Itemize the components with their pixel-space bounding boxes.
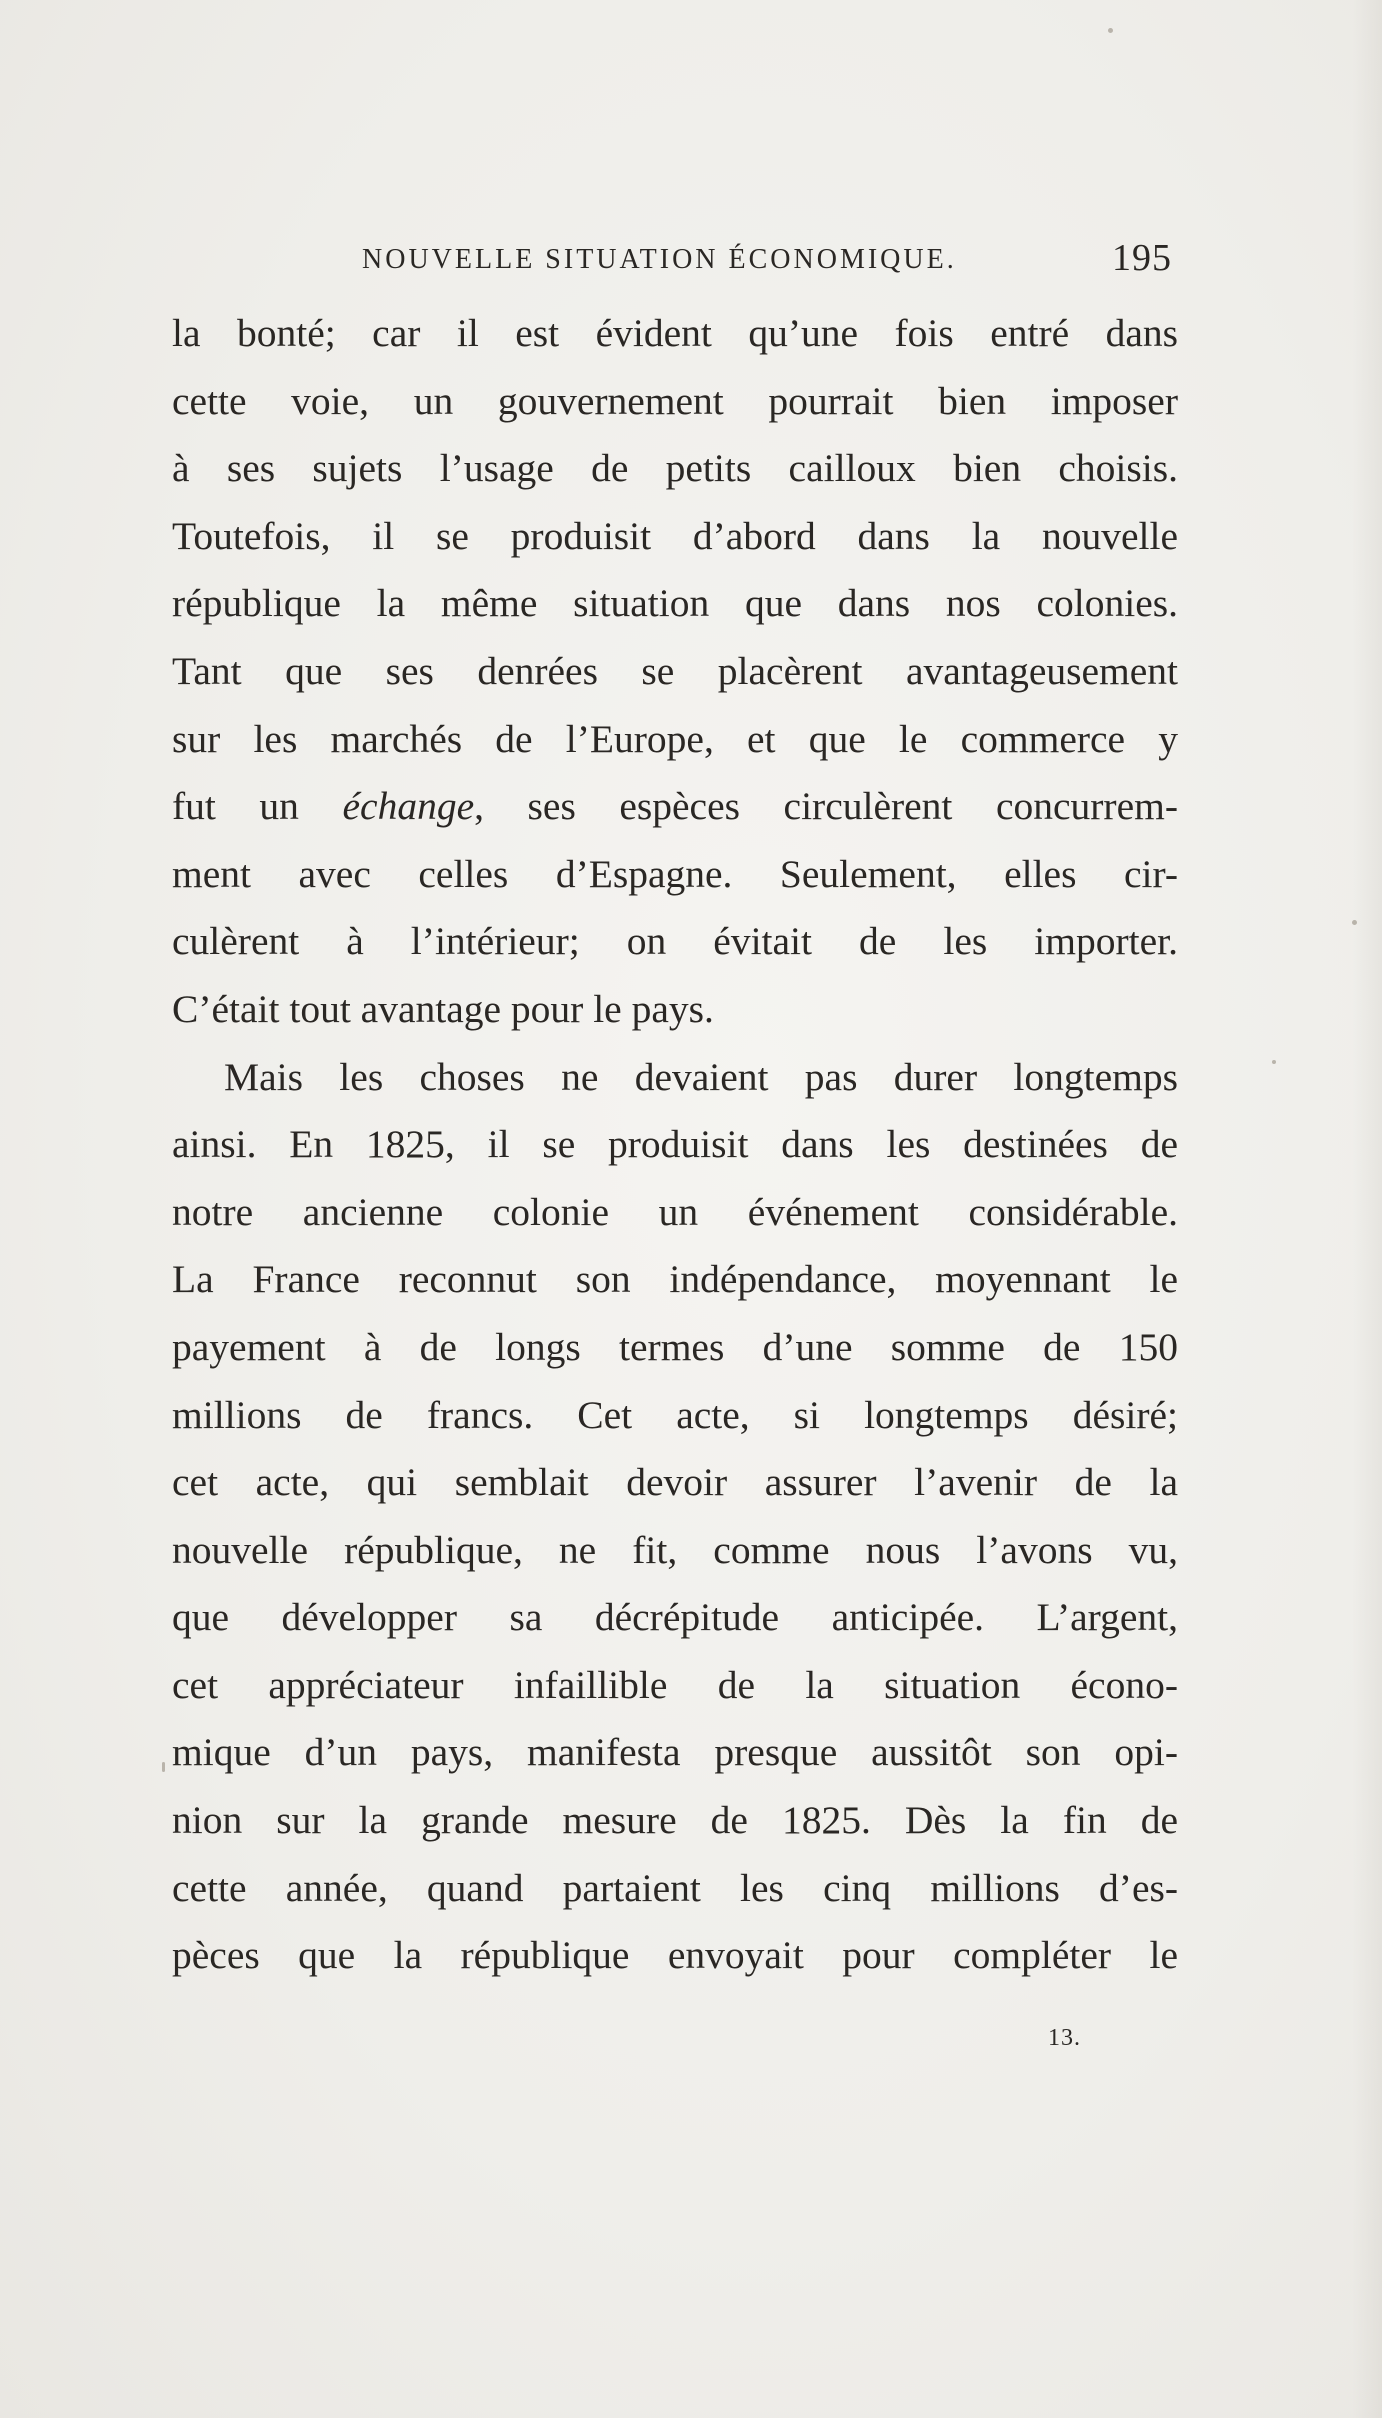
text-line: cet acte, qui semblait devoir assurer l’avenir de la xyxy=(172,1460,1178,1505)
text-line: C’était tout avantage pour le pays. xyxy=(172,986,714,1031)
text-line: la bonté; car il est évident qu’une fois entré dans xyxy=(172,311,1178,355)
text-line: ainsi. En 1825, il se produisit dans les destinées de xyxy=(172,1122,1178,1167)
body-text xyxy=(172,300,1178,1990)
text-line: que développer sa décrépitude anticipée. L’argent, xyxy=(172,1595,1178,1640)
running-head xyxy=(168,237,1188,290)
text-line: millions de francs. Cet acte, si longtemps désiré; xyxy=(172,1392,1178,1437)
page-number: 195 xyxy=(1112,237,1172,279)
text-line: nion sur la grande mesure de 1825. Dès la fin de xyxy=(172,1798,1178,1843)
italic-word: échange xyxy=(342,784,475,829)
text-line: notre ancienne colonie un événement considérable. xyxy=(172,1189,1178,1234)
text-line: Toutefois, il se produisit d’abord dans la nouvelle xyxy=(172,513,1178,558)
text-line: mique d’un pays, manifesta presque aussitôt son opi- xyxy=(172,1730,1178,1775)
text-fragment: fut un xyxy=(172,784,343,829)
paper-speck xyxy=(162,1762,165,1772)
text-line: pèces que la république envoyait pour compléter le xyxy=(172,1933,1178,1978)
text-line: à ses sujets l’usage de petits cailloux bien choisis. xyxy=(172,446,1178,491)
paper-speck xyxy=(1272,1060,1276,1064)
text-fragment: , ses espèces circulèrent concurrem- xyxy=(474,784,1178,829)
text-line: culèrent à l’intérieur; on évitait de les importer. xyxy=(172,919,1178,964)
text-line: république la même situation que dans nos colonies. xyxy=(172,581,1178,626)
text-line: La France reconnut son indépendance, moyennant le xyxy=(172,1257,1178,1302)
text-line: cette voie, un gouvernement pourrait bien imposer xyxy=(172,378,1178,423)
paper-speck xyxy=(1108,28,1113,33)
text-line: payement à de longs termes d’une somme de 150 xyxy=(172,1324,1178,1369)
text-line: cette année, quand partaient les cinq millions d’es- xyxy=(172,1865,1178,1910)
text-line xyxy=(172,773,1178,841)
text-line: ment avec celles d’Espagne. Seulement, elles cir- xyxy=(172,851,1178,896)
running-title: NOUVELLE SITUATION ÉCONOMIQUE. xyxy=(362,244,957,275)
page-edge-shadow xyxy=(1352,0,1382,2418)
text-line: nouvelle république, ne fit, comme nous l’avons vu, xyxy=(172,1527,1178,1572)
text-line: cet appréciateur infaillible de la situation écono- xyxy=(172,1662,1178,1707)
text-line: Tant que ses denrées se placèrent avantageusement xyxy=(172,648,1178,693)
text-line: sur les marchés de l’Europe, et que le commerce y xyxy=(172,716,1178,761)
signature-mark: 13. xyxy=(1048,2025,1081,2051)
text-line: Mais les choses ne devaient pas durer longtemps xyxy=(224,1054,1178,1099)
